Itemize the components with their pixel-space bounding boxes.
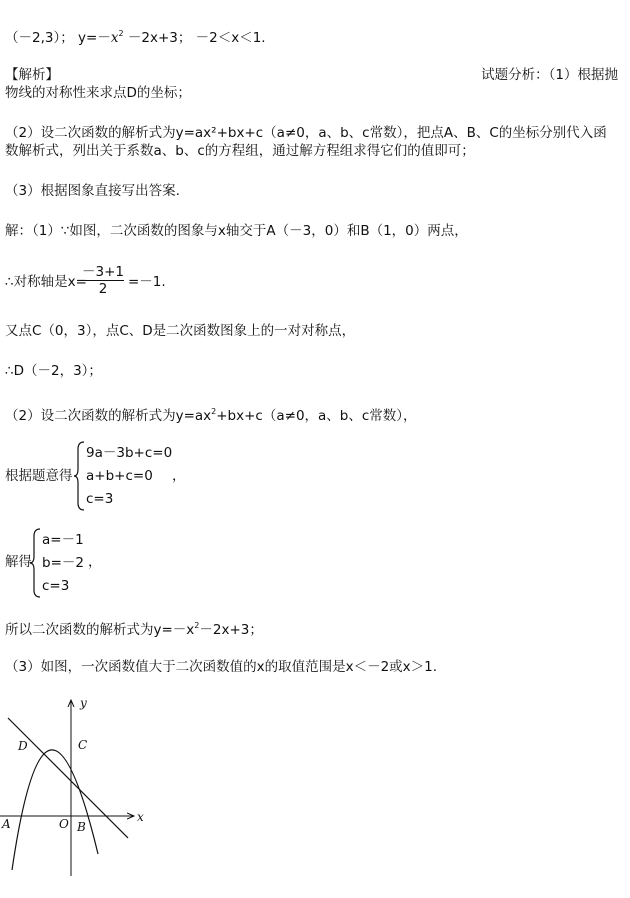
- step2-exponent: 2: [211, 407, 217, 416]
- conclusion-suffix: －2x+3；: [199, 622, 263, 638]
- system-brace: [74, 441, 86, 511]
- solution-conclusion: [5, 617, 263, 639]
- axis-of-symmetry-label: ∴对称轴是x=: [5, 274, 87, 290]
- point-b-label: B: [77, 820, 86, 834]
- solution-point-d: ∴D（－2，3）；: [5, 363, 102, 379]
- answer-function-prefix: y=－: [78, 30, 111, 46]
- answer-point: （－2,3）；: [5, 30, 74, 46]
- solution-step3: （3）如图，一次函数值大于二次函数值的x的取值范围是x＜－2或x＞1.: [5, 659, 438, 675]
- solution-b: b=－2: [42, 555, 84, 571]
- equation-system: [86, 442, 172, 511]
- axis-result: =－1.: [128, 274, 166, 290]
- solve-tail: ，: [88, 554, 102, 570]
- equation-3: c=3: [86, 491, 114, 507]
- axis-fraction-numerator: －3+1: [82, 264, 124, 280]
- answer-function-exponent: 2: [118, 29, 124, 38]
- system-tail: ，: [172, 468, 186, 484]
- equation-2: a+b+c=0: [86, 468, 153, 484]
- answer-function-x: x: [110, 30, 119, 46]
- analysis-intro: 试题分析：（1）根据抛: [481, 67, 618, 83]
- step2-suffix: +bx+c（a≠0，a、b、c常数），: [216, 408, 417, 424]
- axis-fraction: [82, 264, 124, 297]
- solution-step1: 解：（1）∵如图，二次函数的图象与x轴交于A（－3，0）和B（1，0）两点，: [5, 223, 468, 239]
- function-graph: [0, 690, 160, 880]
- solution-set: [42, 529, 84, 598]
- solution-brace: [30, 528, 42, 598]
- x-axis-label: x: [137, 810, 144, 824]
- axis-fraction-denominator: 2: [98, 281, 108, 297]
- answer-function-suffix: －2x+3；: [127, 30, 192, 46]
- point-d-label: D: [18, 739, 28, 753]
- analysis-step2-line1: （2）设二次函数的解析式为y=ax²+bx+c（a≠0，a、b、c常数），把点A、B、C的坐标分别代入函: [5, 125, 607, 141]
- equation-1: 9a－3b+c=0: [86, 445, 173, 461]
- origin-label: O: [59, 817, 69, 831]
- system-label: 根据题意得: [5, 468, 73, 484]
- conclusion-prefix: 所以二次函数的解析式为y=－x: [5, 622, 195, 638]
- analysis-step2-line2: 数解析式，列出关于系数a、b、c的方程组，通过解方程组求得它们的值即可；: [5, 143, 475, 159]
- point-c-label: C: [78, 738, 88, 752]
- analysis-step3: （3）根据图象直接写出答案.: [5, 183, 180, 199]
- solution-c: c=3: [42, 578, 70, 594]
- analysis-heading: 【解析】: [5, 67, 59, 83]
- solution-step2: [5, 403, 417, 425]
- parabola-curve: [12, 750, 98, 870]
- step2-prefix: （2）设二次函数的解析式为y=ax: [5, 408, 212, 424]
- analysis-intro-continued: 物线的对称性来求点D的坐标；: [5, 85, 191, 101]
- solve-label: 解得: [5, 554, 32, 570]
- solution-point-c: 又点C（0，3），点C、D是二次函数图象上的一对对称点，: [5, 323, 356, 339]
- conclusion-exponent: 2: [194, 621, 200, 630]
- y-axis-label: y: [80, 696, 87, 710]
- point-a-label: A: [2, 817, 11, 831]
- answer-line: [5, 25, 266, 47]
- answer-range: －2＜x＜1.: [195, 30, 266, 46]
- solution-a: a=－1: [42, 532, 84, 548]
